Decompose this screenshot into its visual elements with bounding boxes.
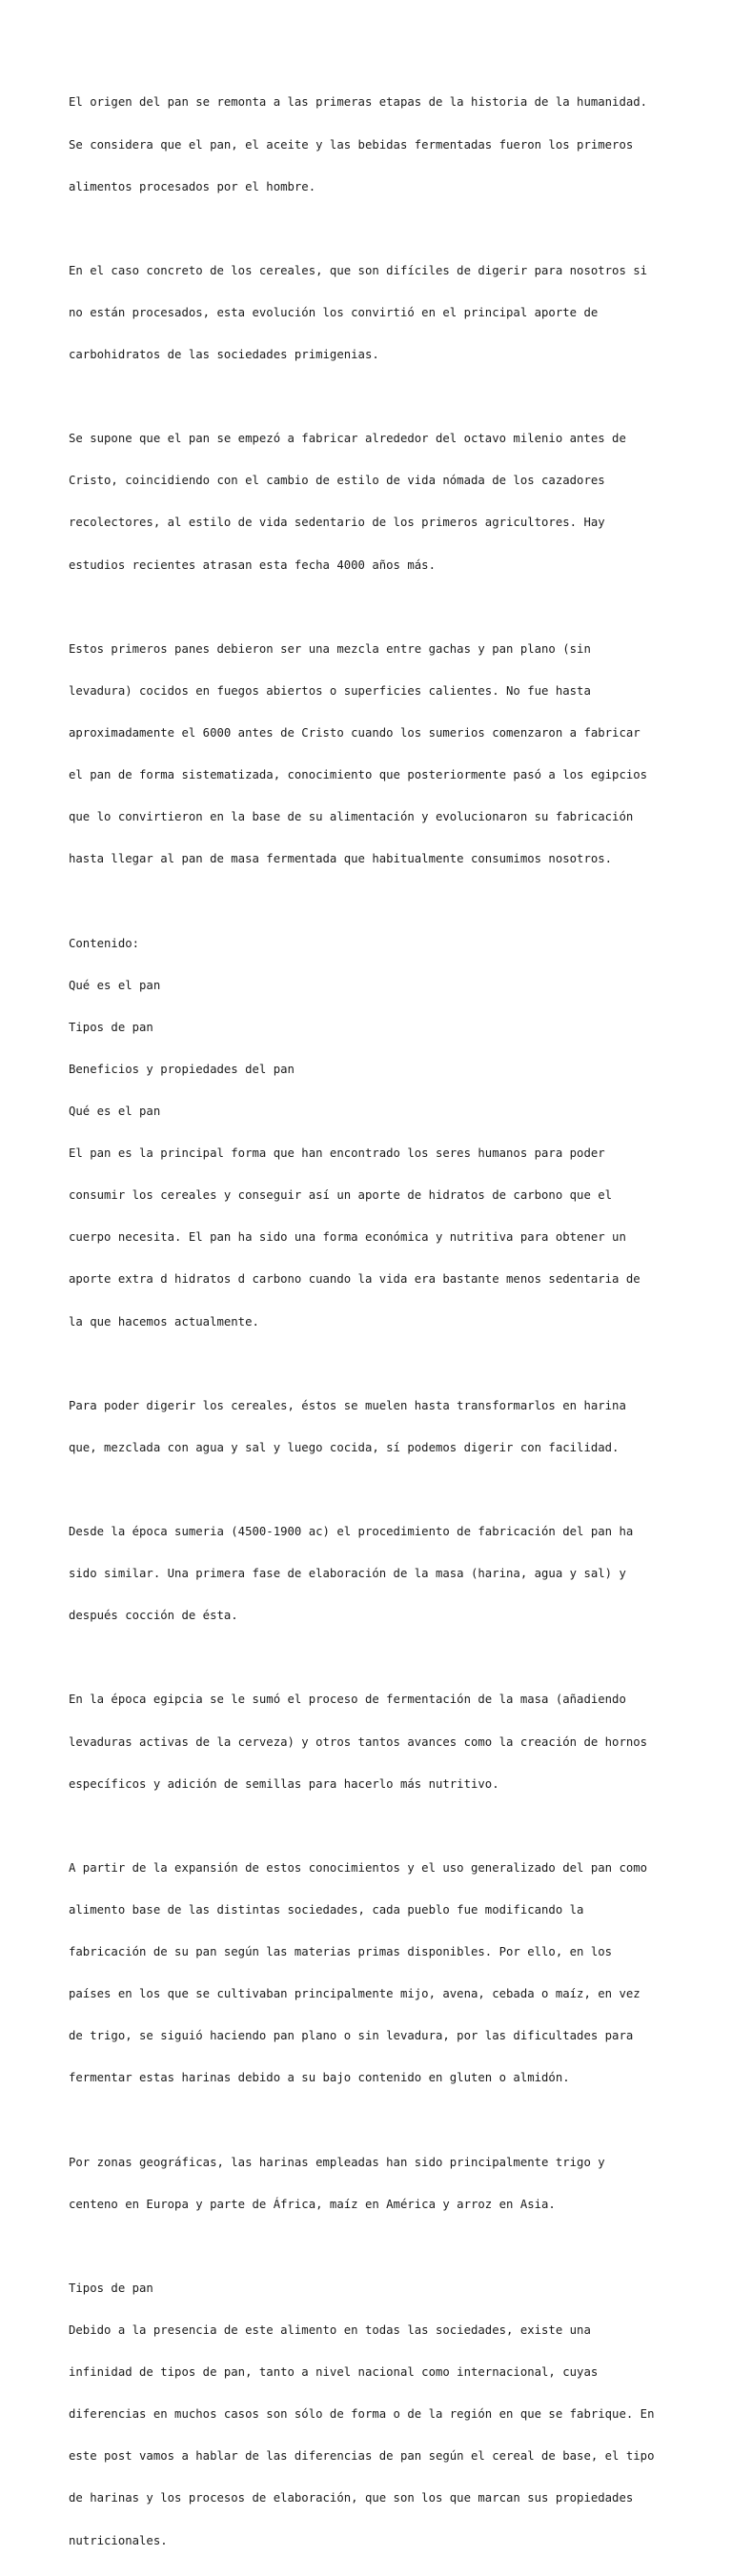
text-line: después cocción de ésta. [69, 1609, 238, 1623]
text-line: fermentar estas harinas debido a su bajo contenido en gluten o almidón. [69, 2071, 570, 2085]
text-line: aproximadamente el 6000 antes de Cristo cuando los sumerios comenzaron a fabricar [69, 726, 640, 740]
text-line: Cristo, coincidiendo con el cambio de estilo de vida nómada de los cazadores [69, 474, 605, 488]
paragraph-digestion [69, 1370, 675, 1483]
text-line: consumir los cereales y conseguir así un aporte de hidratos de carbono que el [69, 1188, 613, 1203]
text-line: El origen del pan se remonta a las primeras etapas de la historia de la humanidad. [69, 95, 648, 110]
text-line: fabricación de su pan según las materias primas disponibles. Por ello, en los [69, 1945, 613, 1959]
text-line: cuerpo necesita. El pan ha sido una forma económica y nutritiva para obtener un [69, 1230, 626, 1245]
text-line: levadura) cocidos en fuegos abiertos o superficies calientes. No fue hasta [69, 683, 591, 698]
text-line: A partir de la expansión de estos conocimientos y el uso generalizado del pan como [69, 1860, 648, 1875]
text-line: Desde la época sumeria (4500-1900 ac) el procedimiento de fabricación del pan ha [69, 1525, 634, 1539]
paragraph-contents [69, 908, 675, 1357]
section-heading: Tipos de pan [69, 2281, 153, 2295]
text-line: Estos primeros panes debieron ser una mezcla entre gachas y pan plano (sin [69, 641, 591, 656]
text-line: de harinas y los procesos de elaboración, que son los que marcan sus propiedades [69, 2491, 634, 2505]
text-line: En la época egipcia se le sumó el proceso de fermentación de la masa (añadiendo [69, 1693, 626, 1707]
paragraph-origin [69, 68, 675, 222]
text-line: la que hacemos actualmente. [69, 1314, 259, 1329]
contents-item: Tipos de pan [69, 1020, 153, 1034]
text-line: El pan es la principal forma que han encontrado los seres humanos para poder [69, 1146, 605, 1161]
text-line: Por zonas geográficas, las harinas empleadas han sido principalmente trigo y [69, 2155, 605, 2169]
paragraph-expansion [69, 1833, 675, 2113]
text-line: que lo convirtieron en la base de su alimentación y evolucionaron su fabricación [69, 810, 634, 824]
section-heading: Qué es el pan [69, 1104, 161, 1118]
contents-item: Qué es el pan [69, 978, 161, 992]
paragraph-geography [69, 2127, 675, 2240]
text-line: infinidad de tipos de pan, tanto a nivel nacional como internacional, cuyas [69, 2365, 599, 2380]
text-line: alimentos procesados por el hombre. [69, 179, 316, 193]
text-line: aporte extra d hidratos d carbono cuando la vida era bastante menos sedentaria de [69, 1272, 640, 1287]
text-line: no están procesados, esta evolución los convirtió en el principal aporte de [69, 305, 599, 319]
contents-item: Beneficios y propiedades del pan [69, 1062, 295, 1076]
text-line: carbohidratos de las sociedades primigenias. [69, 348, 379, 362]
paragraph-first-breads [69, 614, 675, 894]
paragraph-types [69, 2254, 675, 2576]
text-line: estudios recientes atrasan esta fecha 4000 años más. [69, 558, 436, 572]
text-line: Para poder digerir los cereales, éstos se muelen hasta transformarlos en harina [69, 1398, 626, 1412]
text-line: Se supone que el pan se empezó a fabricar alrededor del octavo milenio antes de [69, 432, 626, 446]
paragraph-sumerian [69, 1497, 675, 1652]
text-line: En el caso concreto de los cereales, que son difíciles de digerir para nosotros si [69, 263, 648, 277]
paragraph-egyptian [69, 1665, 675, 1819]
text-line: específicos y adición de semillas para hacerlo más nutritivo. [69, 1776, 499, 1791]
text-line: el pan de forma sistematizada, conocimiento que posteriormente pasó a los egipcios [69, 768, 648, 782]
text-line: nutricionales. [69, 2533, 168, 2547]
text-line: levaduras activas de la cerveza) y otros tantos avances como la creación de hornos [69, 1734, 648, 1749]
text-line: de trigo, se siguió haciendo pan plano o sin levadura, por las dificultades para [69, 2029, 634, 2043]
text-line: que, mezclada con agua y sal y luego cocida, sí podemos digerir con facilidad. [69, 1440, 620, 1454]
paragraph-history [69, 404, 675, 600]
text-line: diferencias en muchos casos son sólo de forma o de la región en que se fabrique. En [69, 2407, 655, 2422]
contents-heading: Contenido: [69, 936, 140, 950]
text-line: sido similar. Una primera fase de elaboración de la masa (harina, agua y sal) y [69, 1567, 626, 1581]
text-line: Debido a la presencia de este alimento en todas las sociedades, existe una [69, 2323, 591, 2338]
text-line: alimento base de las distintas sociedades, cada pueblo fue modificando la [69, 1902, 584, 1917]
text-line: países en los que se cultivaban principalmente mijo, avena, cebada o maíz, en vez [69, 1987, 640, 2001]
text-line: Se considera que el pan, el aceite y las bebidas fermentadas fueron los primeros [69, 137, 634, 152]
text-line: centeno en Europa y parte de África, maíz en América y arroz en Asia. [69, 2197, 556, 2211]
paragraph-cereals [69, 235, 675, 390]
text-line: recolectores, al estilo de vida sedentario de los primeros agricultores. Hay [69, 516, 605, 530]
text-line: hasta llegar al pan de masa fermentada que habitualmente consumimos nosotros. [69, 852, 613, 866]
text-line: este post vamos a hablar de las diferencias de pan según el cereal de base, el tipo [69, 2449, 655, 2464]
